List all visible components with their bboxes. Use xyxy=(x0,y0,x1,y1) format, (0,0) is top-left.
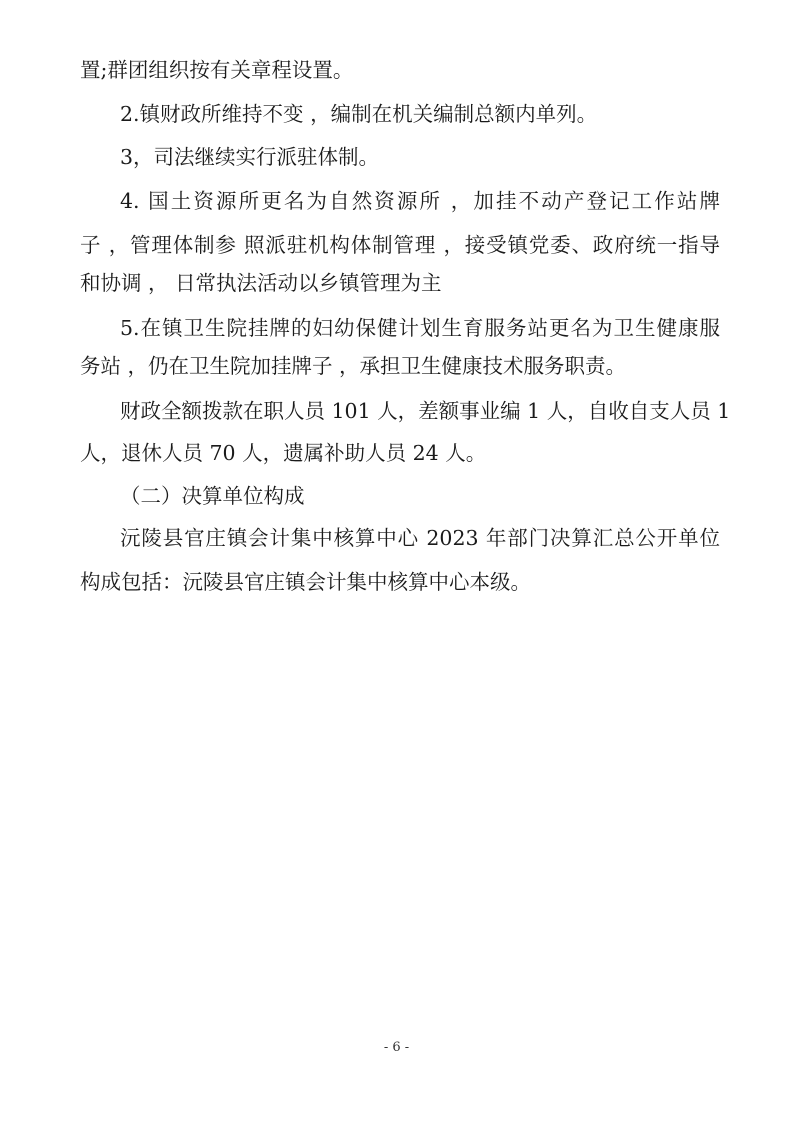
paragraph-line: 子 ，管理体制参 照派驻机构体制管理 ，接受镇党委、政府统一指导 xyxy=(80,233,720,257)
paragraph-line: 务站 ，仍在卫生院加挂牌子 ，承担卫生健康技术服务职责。 xyxy=(80,354,627,378)
paragraph-line: 和协调 ， 日常执法活动以乡镇管理为主 xyxy=(80,271,442,295)
paragraph-line: 3，司法继续实行派驻体制。 xyxy=(120,145,380,169)
paragraph-line: 人，退休人员 70 人，遗属补助人员 24 人。 xyxy=(80,441,487,465)
section-heading: （二）决算单位构成 xyxy=(120,484,305,508)
paragraph-line: 置;群团组织按有关章程设置。 xyxy=(80,58,354,82)
paragraph-line: 2.镇财政所维持不变 ，编制在机关编制总额内单列。 xyxy=(120,102,598,126)
paragraph-line: 财政全额拨款在职人员 101 人，差额事业编 1 人，自收自支人员 1 xyxy=(120,399,731,423)
paragraph-line: 构成包括：沅陵县官庄镇会计集中核算中心本级。 xyxy=(80,570,531,594)
paragraph-line: 沅陵县官庄镇会计集中核算中心 2023 年部门决算汇总公开单位 xyxy=(120,526,720,550)
page-number: - 6 - xyxy=(383,1040,410,1055)
paragraph-line: 5.在镇卫生院挂牌的妇幼保健计划生育服务站更名为卫生健康服 xyxy=(120,316,720,340)
paragraph-line: 4. 国土资源所更名为自然资源所 ，加挂不动产登记工作站牌 xyxy=(120,189,720,213)
